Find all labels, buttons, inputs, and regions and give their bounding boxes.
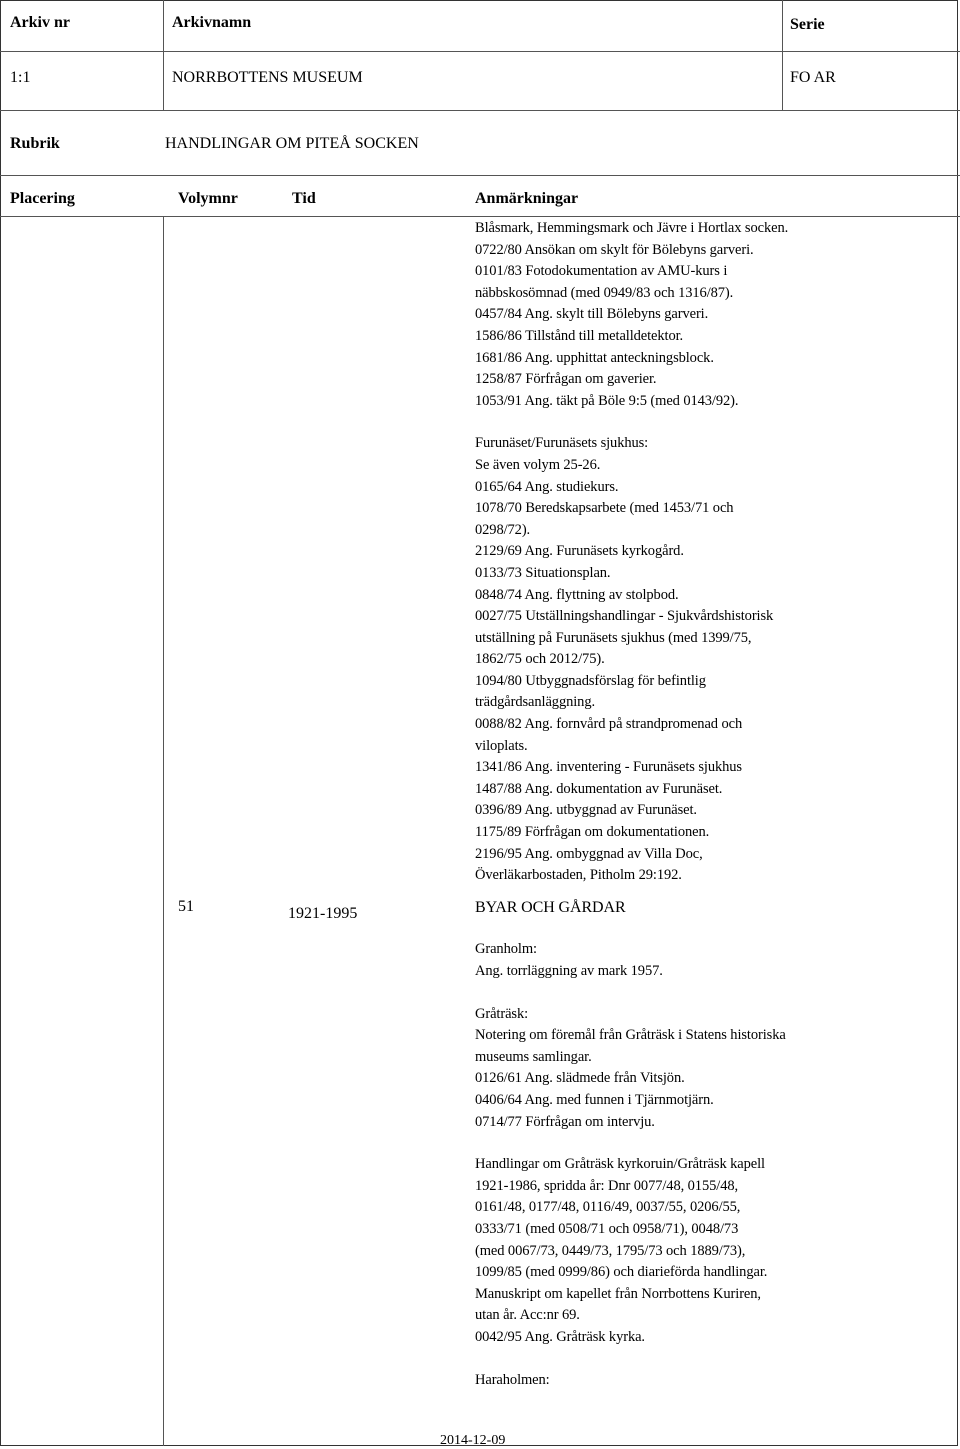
note-line: museums samlingar. — [475, 1048, 592, 1065]
note-line: Furunäset/Furunäsets sjukhus: — [475, 435, 649, 452]
column-header-divider — [0, 216, 960, 217]
note-line: Gråträsk: — [475, 1005, 529, 1022]
note-line: 0133/73 Situationsplan. — [475, 564, 611, 581]
note-line: 1681/86 Ang. upphittat anteckningsblock. — [475, 349, 714, 366]
placering-col-divider — [163, 216, 164, 1446]
tid-value: 1921-1995 — [288, 905, 358, 922]
serie-col-divider — [782, 0, 783, 110]
note-line: 1053/91 Ang. täkt på Böle 9:5 (med 0143/92). — [475, 392, 739, 409]
note-line: 0126/61 Ang. slädmede från Vitsjön. — [475, 1070, 685, 1087]
footer-date: 2014-12-09 — [440, 1433, 506, 1448]
note-line: viloplats. — [475, 737, 528, 754]
note-line: 0722/80 Ansökan om skylt för Bölebyns garveri. — [475, 241, 754, 258]
note-line: Blåsmark, Hemmingsmark och Jävre i Hortlax socken. — [475, 220, 789, 236]
note-line: 1862/75 och 2012/75). — [475, 651, 605, 668]
note-line: Haraholmen: — [475, 1371, 550, 1388]
note-line: (med 0067/73, 0449/73, 1795/73 och 1889/73), — [475, 1242, 746, 1259]
arkivnamn-value: NORRBOTTENS MUSEUM — [172, 69, 363, 86]
placering-header: Placering — [10, 190, 75, 207]
anmarkningar-header: Anmärkningar — [475, 190, 579, 207]
note-line: 0161/48, 0177/48, 0116/49, 0037/55, 0206/55, — [475, 1199, 741, 1216]
byar-och-gardar-heading: BYAR OCH GÅRDAR — [475, 898, 626, 916]
note-line: näbbskosömnad (med 0949/83 och 1316/87). — [475, 284, 734, 301]
note-line: 0042/95 Ang. Gråträsk kyrka. — [475, 1328, 645, 1345]
note-line: 0101/83 Fotodokumentation av AMU-kurs i — [475, 263, 728, 280]
tid-header: Tid — [292, 190, 316, 207]
rubrik-label: Rubrik — [10, 135, 60, 152]
note-line: 0396/89 Ang. utbyggnad av Furunäset. — [475, 802, 697, 819]
note-line: Manuskript om kapellet från Norrbottens Kuriren, — [475, 1285, 761, 1302]
note-line: 1487/88 Ang. dokumentation av Furunäset. — [475, 780, 723, 797]
note-line: Se även volym 25-26. — [475, 456, 601, 473]
note-line: 1094/80 Utbyggnadsförslag för befintlig — [475, 672, 706, 689]
note-line: 1099/85 (med 0999/86) och diarieförda handlingar. — [475, 1264, 768, 1281]
note-line: 1078/70 Beredskapsarbete (med 1453/71 och — [475, 500, 734, 517]
serie-divider — [0, 110, 960, 111]
note-line: 0406/64 Ang. med funnen i Tjärnmotjärn. — [475, 1091, 714, 1108]
header-divider — [0, 51, 960, 52]
volymnr-header: Volymnr — [178, 190, 238, 207]
note-line: Ang. torrläggning av mark 1957. — [475, 963, 663, 979]
note-line: 0298/72). — [475, 521, 531, 538]
arkiv-nr-label: Arkiv nr — [10, 14, 70, 31]
arkivnamn-label: Arkivnamn — [172, 14, 252, 31]
serie-value: FO AR — [790, 69, 836, 86]
note-line: 1586/86 Tillstånd till metalldetektor. — [475, 327, 684, 344]
note-line: 0457/84 Ang. skylt till Bölebyns garveri. — [475, 306, 709, 323]
note-line: 1258/87 Förfrågan om gaverier. — [475, 371, 657, 388]
rubrik-divider — [0, 175, 960, 176]
note-line: Granholm: — [475, 941, 537, 958]
note-line: 1341/86 Ang. inventering - Furunäsets sjukhus — [475, 759, 742, 776]
note-line: utställning på Furunäsets sjukhus (med 1399/75, — [475, 629, 752, 646]
volymnr-value: 51 — [178, 898, 194, 915]
note-line: 1921-1986, spridda år: Dnr 0077/48, 0155/48, — [475, 1177, 739, 1194]
note-line: trädgårdsanläggning. — [475, 694, 596, 711]
note-line: 0165/64 Ang. studiekurs. — [475, 478, 619, 495]
note-line: Överläkarbostaden, Pitholm 29:192. — [475, 867, 682, 884]
anmarkningar-notes — [475, 218, 945, 1391]
note-line: Notering om föremål från Gråträsk i Statens historiska — [475, 1027, 786, 1044]
note-line: 0848/74 Ang. flyttning av stolpbod. — [475, 586, 679, 603]
note-line: 0088/82 Ang. fornvård på strandpromenad och — [475, 716, 743, 733]
note-line: 1175/89 Förfrågan om dokumentationen. — [475, 824, 710, 841]
note-line: 0027/75 Utställningshandlingar - Sjukvårdshistorisk — [475, 608, 774, 625]
serie-label: Serie — [790, 16, 825, 33]
note-line: 0714/77 Förfrågan om intervju. — [475, 1113, 655, 1130]
note-line: Handlingar om Gråträsk kyrkoruin/Gråträsk kapell — [475, 1156, 765, 1173]
note-line: 2196/95 Ang. ombyggnad av Villa Doc, — [475, 845, 703, 862]
note-line: 0333/71 (med 0508/71 och 0958/71), 0048/73 — [475, 1220, 739, 1237]
rubrik-value: HANDLINGAR OM PITEÅ SOCKEN — [165, 135, 419, 152]
arkiv-nr-value: 1:1 — [10, 69, 31, 86]
note-line: utan år. Acc:nr 69. — [475, 1307, 580, 1324]
note-line: 2129/69 Ang. Furunäsets kyrkogård. — [475, 543, 684, 560]
header-col-divider — [163, 0, 164, 110]
